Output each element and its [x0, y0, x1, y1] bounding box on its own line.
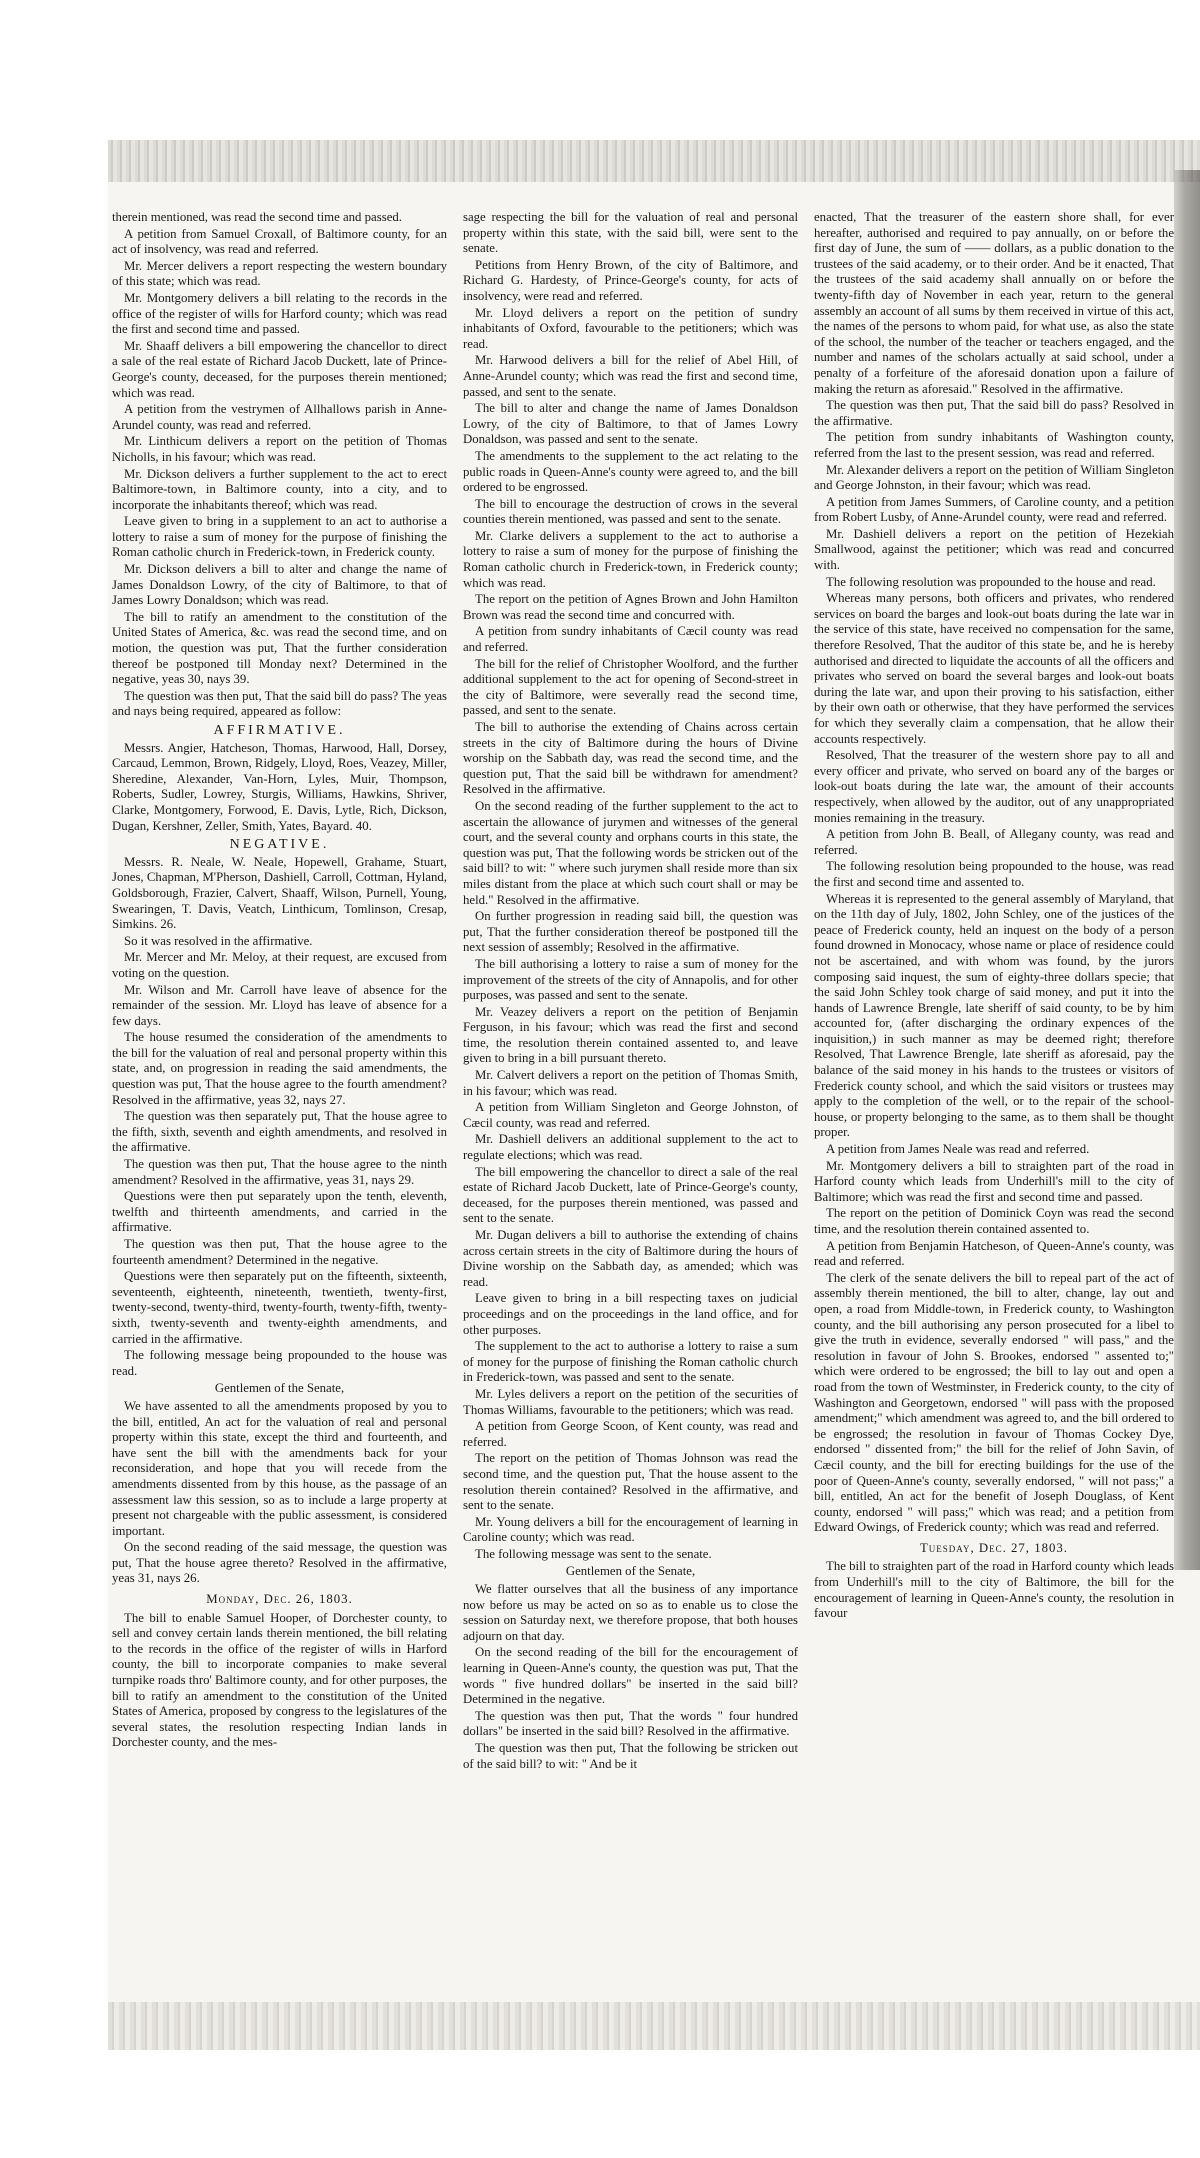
paragraph: The following resolution being propounded to the house, was read the first and second time and assented to.: [814, 859, 1174, 889]
page-bottom-edge: [108, 2002, 1200, 2050]
paragraph: A petition from sundry inhabitants of Cæcil county was read and referred.: [463, 624, 798, 655]
column-1: [112, 210, 447, 1990]
paragraph: On further progression in reading said bill, the question was put, That the further consideration thereof be postponed till the next session of assembly; Resolved in the affirmative.: [463, 909, 798, 955]
paragraph: Mr. Alexander delivers a report on the petition of William Singleton and George Johnston, in their favour; which was read.: [814, 462, 1174, 493]
paragraph: The following message being propounded to the house was read.: [112, 1348, 447, 1378]
paragraph: Mr. Lyles delivers a report on the petition of the securities of Thomas Williams, favourable to the petitioners; which was read.: [463, 1386, 798, 1417]
paragraph: The bill to ratify an amendment to the constitution of the United States of America, &c. was read the second time, and on motion, the question was put, That the further consideration thereof be postponed till Monday next? Determined in the negative, yeas 30, nays 39.: [112, 609, 447, 687]
vote-heading: AFFIRMATIVE.: [213, 723, 346, 738]
paragraph: The bill to encourage the destruction of crows in the several counties therein mentioned, was passed and sent to the senate.: [463, 496, 798, 527]
paragraph: Mr. Montgomery delivers a bill relating to the records in the office of the register of wills for Harford county; which was read the first and second time and passed.: [112, 290, 447, 337]
paragraph: The report on the petition of Thomas Johnson was read the second time, and the question put, That the house assent to the resolution therein contained? Resolved in the affirmative, and sent to the senate.: [463, 1451, 798, 1513]
paragraph: A petition from William Singleton and George Johnston, of Cæcil county, was read and referred.: [463, 1100, 798, 1130]
paragraph: On the second reading of the said message, the question was put, That the house agree thereto? Resolved in the affirmative, yeas 31, nays 26.: [112, 1540, 447, 1586]
page-binding-shadow: [1174, 170, 1200, 1570]
paragraph: The question was then put, That the said bill do pass? Resolved in the affirmative.: [814, 398, 1174, 428]
paragraph: The supplement to the act to authorise a lottery to raise a sum of money for the purpose of finishing the Roman catholic church in Frederick-town, was passed and sent to the senate.: [463, 1339, 798, 1385]
date-heading: Monday, Dec. 26, 1803.: [206, 1592, 353, 1607]
paragraph: A petition from George Scoon, of Kent county, was read and referred.: [463, 1419, 798, 1449]
paragraph: The following message was sent to the senate.: [475, 1546, 712, 1561]
column-2: [463, 210, 798, 1990]
vote-heading: NEGATIVE.: [229, 837, 330, 853]
paragraph: Messrs. R. Neale, W. Neale, Hopewell, Grahame, Stuart, Jones, Chapman, M'Pherson, Dashiell, Carroll, Cottman, Hyland, Goldsborough, Frazier, Calvert, Shaaff, Wilson, Purnell, Young, Swearingen, T. Davis, Veatch, Linthicum, Tomlinson, Cresap, Simkins. 26.: [112, 854, 447, 932]
paragraph: Whereas it is represented to the general assembly of Maryland, that on the 11th day of July, 1802, John Schley, one of the justices of the peace of Frederick county, held an inquest on the body of a person found drowned in Monocacy, whose name or place of residence could not be ascertained, and with whom was found, by the jurors composing said inquest, the sum of eighty-three dollars specie; that the said John Schley took charge of said money, and put it into the hands of Lawrence Brengle, late sheriff of said county, to be by him accounted for, (after discharging the ordinary expences of the inquisition,) in such manner as may be deemed right; therefore Resolved, That Lawrence Brengle, late sheriff as aforesaid, pay the balance of the said money in his hands to the trustees or visitors of Frederick county school, and which the said visitors or trustees may apply to the completion of the well, or to the repair of the school-house, or property belonging to the same, as to them shall be thought proper.: [814, 891, 1174, 1140]
paragraph: The bill to alter and change the name of James Donaldson Lowry, of the city of Baltimore, to that of James Lowry Donaldson, was passed and sent to the senate.: [463, 401, 798, 447]
paragraph: The report on the petition of Dominick Coyn was read the second time, and the resolution therein contained assented to.: [814, 1206, 1174, 1236]
paragraph: Mr. Linthicum delivers a report on the petition of Thomas Nicholls, in his favour; which was read.: [112, 434, 447, 464]
paragraph: Mr. Shaaff delivers a bill empowering the chancellor to direct a sale of the real estate of Richard Jacob Duckett, late of Prince-George's county, deceased, for the purposes therein mentioned; which was read.: [112, 338, 447, 400]
paragraph: Mr. Calvert delivers a report on the petition of Thomas Smith, in his favour; which was read.: [463, 1068, 798, 1098]
paragraph: The petition from sundry inhabitants of Washington county, referred from the last to the present session, was read and referred.: [814, 430, 1174, 460]
paragraph: Mr. Veazey delivers a report on the petition of Benjamin Ferguson, in his favour; which was read the first and second time, the resolution therein contained assented to, and leave given to bring in a bill pursuant thereto.: [463, 1004, 798, 1066]
paragraph: So it was resolved in the affirmative.: [124, 933, 313, 948]
paragraph: On the second reading of the further supplement to the act to ascertain the allowance of jurymen and witnesses of the general court, and the several county and orphans courts in this state, the question was put, That the following words be stricken out of the said bill? to wit: " where such jurymen shall reside more than six miles distant from the place at which such court shall or may be held." Resolved in the affirmative.: [463, 798, 798, 907]
paragraph: Mr. Dickson delivers a bill to alter and change the name of James Donaldson Lowry, of the city of Baltimore, to that of James Lowry Donaldson; which was read.: [112, 562, 447, 608]
paragraph: Mr. Dashiell delivers a report on the petition of Hezekiah Smallwood, against the petitioner; which was read and concurred with.: [814, 526, 1174, 573]
paragraph: The bill to straighten part of the road in Harford county which leads from Underhill's mill to the city of Baltimore, the bill for the encouragement of learning in Queen-Anne's county, the resolution in favour: [814, 1559, 1174, 1621]
paragraph: Questions were then separately put on the fifteenth, sixteenth, seventeenth, eighteenth, nineteenth, twentieth, twenty-first, twenty-second, twenty-third, twenty-fourth, twenty-fifth, twenty-sixth, twenty-seventh and twenty-eighth amendments, and carried in the affirmative.: [112, 1269, 447, 1346]
paragraph: The bill to authorise the extending of Chains across certain streets in the city of Baltimore during the hours of Divine worship on the Sabbath day, was read the second time, and the question put, That the said bill be withdrawn for amendment? Resolved in the affirmative.: [463, 720, 798, 797]
paragraph: The question was then put, That the words " four hundred dollars" be inserted in the said bill? Resolved in the affirmative.: [463, 1708, 798, 1739]
paragraph: On the second reading of the bill for the encouragement of learning in Queen-Anne's county, the question was put, That the words " five hundred dollars" be inserted in the said bill? Determined in the negative.: [463, 1645, 798, 1707]
paragraph: Mr. Wilson and Mr. Carroll have leave of absence for the remainder of the session. Mr. Lloyd has leave of absence for a few days.: [112, 982, 447, 1028]
salutation: Gentlemen of the Senate,: [214, 1381, 345, 1396]
paragraph: The question was then put, That the house agree to the fourteenth amendment? Determined in the negative.: [112, 1237, 447, 1267]
paragraph: The clerk of the senate delivers the bill to repeal part of the act of assembly therein mentioned, the bill to alter, change, lay out and open, a road from Middle-town, in Frederick county, to Washington county, and the bill authorising any person prosecuted for a libel to give the truth in evidence, severally endorsed " will pass," and the resolution in favour of John S. Brookes, endorsed " assented to;" which were ordered to be engrossed; the bill to lay out and open a road from the town of Westminster, in Frederick county, to the city of Washington and Georgetown, endorsed " will pass with the proposed amendment;" which amendment was agreed to, and the bill ordered to be engrossed; the resolution in favour of Thomas Cockey Dye, endorsed " dissented from;" the bill for the relief of John Savin, of Cæcil county, and the bill for erecting buildings for the use of the poor of Queen-Anne's county, severally endorsed, " will not pass;" a bill, entitled, An act for the benefit of Joseph Douglass, of Kent county, endorsed " will pass;" which was read; and a petition from Edward Owings, of Frederick county; which was read and referred.: [814, 1270, 1174, 1535]
paragraph: The house resumed the consideration of the amendments to the bill for the valuation of real and personal property within this state, and, on progression in reading the said amendments, the question was put, That the house agree to the fourth amendment? Resolved in the affirmative, yeas 32, nays 27.: [112, 1030, 447, 1107]
paragraph: A petition from James Neale was read and referred.: [826, 1142, 1090, 1157]
date-heading: Tuesday, Dec. 27, 1803.: [919, 1540, 1069, 1555]
paragraph: Mr. Mercer delivers a report respecting the western boundary of this state; which was read.: [112, 258, 447, 289]
paragraph: Mr. Lloyd delivers a report on the petition of sundry inhabitants of Oxford, favourable to the petitioners; which was read.: [463, 305, 798, 351]
page-top-edge: [108, 140, 1200, 182]
paragraph: Whereas many persons, both officers and privates, who rendered services on board the barges and look-out boats during the late war in the service of this state, have received no compensation for the same, therefore Resolved, That the auditor of this state be, and he is hereby authorised and directed to liquidate the accounts of all the officers and privates who served on board the several barges and look-out boats during the late war, and upon their proving to his satisfaction, either by their own oath or otherwise, that they have performed the services for which they severally claim a compensation, that he allow their accounts respectively.: [814, 591, 1174, 746]
paragraph: Messrs. Angier, Hatcheson, Thomas, Harwood, Hall, Dorsey, Carcaud, Lemmon, Brown, Ridgely, Lloyd, Roes, Veazey, Miller, Sheredine, Alexander, Van-Horn, Lyles, Muir, Thompson, Roberts, Sudler, Lowrey, Sturgis, Williams, Hawkins, Shriver, Clarke, Montgomery, Forwood, E. Davis, Lytle, Rich, Dickson, Dugan, Kershner, Zeller, Smith, Yates, Bayard. 40.: [112, 740, 447, 833]
paragraph: The bill to enable Samuel Hooper, of Dorchester county, to sell and convey certain lands therein mentioned, the bill relating to the records in the office of the register of wills in Harford county, the bill to incorporate companies to make several turnpike roads thro' Baltimore county, and for other purposes, the bill to ratify an amendment to the constitution of the United States of America, proposed by congress to the legislatures of the several states, the resolution respecting Indian lands in Dorchester county, and the mes-: [112, 1610, 447, 1750]
paragraph: Mr. Harwood delivers a bill for the relief of Abel Hill, of Anne-Arundel county; which was read the first and second time, passed, and sent to the senate.: [463, 353, 798, 399]
paragraph: Mr. Dashiell delivers an additional supplement to the act to regulate elections; which was read.: [463, 1132, 798, 1163]
paragraph: The bill empowering the chancellor to direct a sale of the real estate of Richard Jacob Duckett, late of Prince-George's county, deceased, for the purposes therein mentioned, was passed and sent to the senate.: [463, 1164, 798, 1226]
paragraph: A petition from James Summers, of Caroline county, and a petition from Robert Lusby, of Anne-Arundel county, were read and referred.: [814, 494, 1174, 525]
paragraph: Resolved, That the treasurer of the western shore pay to all and every officer and private, who served on board any of the barges or look-out boats during the late war, the amount of their accounts respectively, when allowed by the auditor, out of any unappropriated monies remaining in the treasury.: [814, 748, 1174, 825]
paragraph: Mr. Young delivers a bill for the encouragement of learning in Caroline county; which was read.: [463, 1514, 798, 1545]
paragraph: Mr. Mercer and Mr. Meloy, at their request, are excused from voting on the question.: [112, 950, 447, 980]
paragraph: Questions were then put separately upon the tenth, eleventh, twelfth and thirteenth amendments, and carried in the affirmative.: [112, 1189, 447, 1235]
paragraph: therein mentioned, was read the second time and passed.: [112, 210, 402, 224]
paragraph: Mr. Dugan delivers a bill to authorise the extending of chains across certain streets in the city of Baltimore during the hours of Divine worship on the Sabbath day, as amended; which was read.: [463, 1228, 798, 1289]
paragraph: Leave given to bring in a bill respecting taxes on judicial proceedings and on the proceedings in the land office, and for other purposes.: [463, 1291, 798, 1337]
paragraph: The question was then put, That the said bill do pass? The yeas and nays being required, appeared as follow:: [112, 688, 447, 719]
paragraph: The bill for the relief of Christopher Woolford, and the further additional supplement to the act for opening of Second-street in the city of Baltimore, were severally read the second time, passed, and sent to the senate.: [463, 656, 798, 718]
paragraph: We flatter ourselves that all the business of any importance now before us may be acted on so as to enable us to close the session on Saturday next, we therefore propose, that both houses adjourn on that day.: [463, 1582, 798, 1643]
paragraph: The report on the petition of Agnes Brown and John Hamilton Brown was read the second time and concurred with.: [463, 592, 798, 622]
paragraph: Petitions from Henry Brown, of the city of Baltimore, and Richard G. Hardesty, of Prince-George's county, for acts of insolvency, were read and referred.: [463, 257, 798, 303]
paragraph: The question was then put, That the following be stricken out of the said bill? to wit: " And be it: [463, 1741, 798, 1771]
paragraph: The amendments to the supplement to the act relating to the public roads in Queen-Anne's county were agreed to, and the bill ordered to be engrossed.: [463, 448, 798, 495]
newspaper-page: [108, 140, 1200, 2050]
paragraph: A petition from Samuel Croxall, of Baltimore county, for an act of insolvency, was read and referred.: [112, 226, 447, 257]
paragraph: Mr. Clarke delivers a supplement to the act to authorise a lottery to raise a sum of money for the purpose of finishing the Roman catholic church in Frederick-town, in Frederick county; which was read.: [463, 528, 798, 590]
paragraph: We have assented to all the amendments proposed by you to the bill, entitled, An act for the valuation of real and personal property within this state, except the third and fourteenth, and have sent the bill with the amendments back for your reconsideration, and hope that you will recede from the amendments dissented from by this house, as the passage of an assessment law this session, so as to include a large property at present not chargeable with the public assessment, is considered important.: [112, 1398, 447, 1538]
paragraph: Leave given to bring in a supplement to an act to authorise a lottery to raise a sum of money for the purpose of finishing the Roman catholic church in Frederick-town, in Frederick county.: [112, 514, 447, 560]
paragraph: Mr. Dickson delivers a further supplement to the act to erect Baltimore-town, in Baltimore county, into a city, and to incorporate the inhabitants thereof; which was read.: [112, 466, 447, 512]
paragraph: The question was then put, That the house agree to the ninth amendment? Resolved in the affirmative, yeas 31, nays 29.: [112, 1157, 447, 1187]
paragraph: sage respecting the bill for the valuation of real and personal property within this state, with the said bill, were sent to the senate.: [463, 210, 798, 256]
paragraph: A petition from John B. Beall, of Allegany county, was read and referred.: [814, 827, 1174, 857]
paragraph: The bill authorising a lottery to raise a sum of money for the improvement of the streets of the city of Annapolis, and for other purposes, was passed and sent to the senate.: [463, 956, 798, 1003]
paragraph: The question was then separately put, That the house agree to the fifth, sixth, seventh and eighth amendments, and resolved in the affirmative.: [112, 1109, 447, 1155]
paragraph: enacted, That the treasurer of the eastern shore shall, for ever hereafter, authorised and required to pay annually, on or before the first day of June, the sum of —— dollars, as a public donation to the trustees of the said academy, or to their order. And be it enacted, That the trustees of the said academy shall annually on or before the twenty-fifth day of November in each year, return to the general assembly an account of all sums by them received in virtue of this act, the names of the persons to whom paid, for what use, as also the state of the school, the number of the teacher or teachers engaged, and the number and names of the scholars actually at said school, under a penalty of a forfeiture of the aforesaid donation upon a failure of making the return as aforesaid." Resolved in the affirmative.: [814, 210, 1174, 396]
paragraph: Mr. Montgomery delivers a bill to straighten part of the road in Harford county which leads from Underhill's mill to the city of Baltimore; which was read the first and second time and passed.: [814, 1158, 1174, 1204]
paragraph: The following resolution was propounded to the house and read.: [826, 574, 1156, 589]
paragraph: A petition from Benjamin Hatcheson, of Queen-Anne's county, was read and referred.: [814, 1238, 1174, 1269]
column-3: [814, 210, 1174, 1990]
salutation: Gentlemen of the Senate,: [565, 1564, 696, 1579]
paragraph: A petition from the vestrymen of Allhallows parish in Anne-Arundel county, was read and referred.: [112, 402, 447, 432]
